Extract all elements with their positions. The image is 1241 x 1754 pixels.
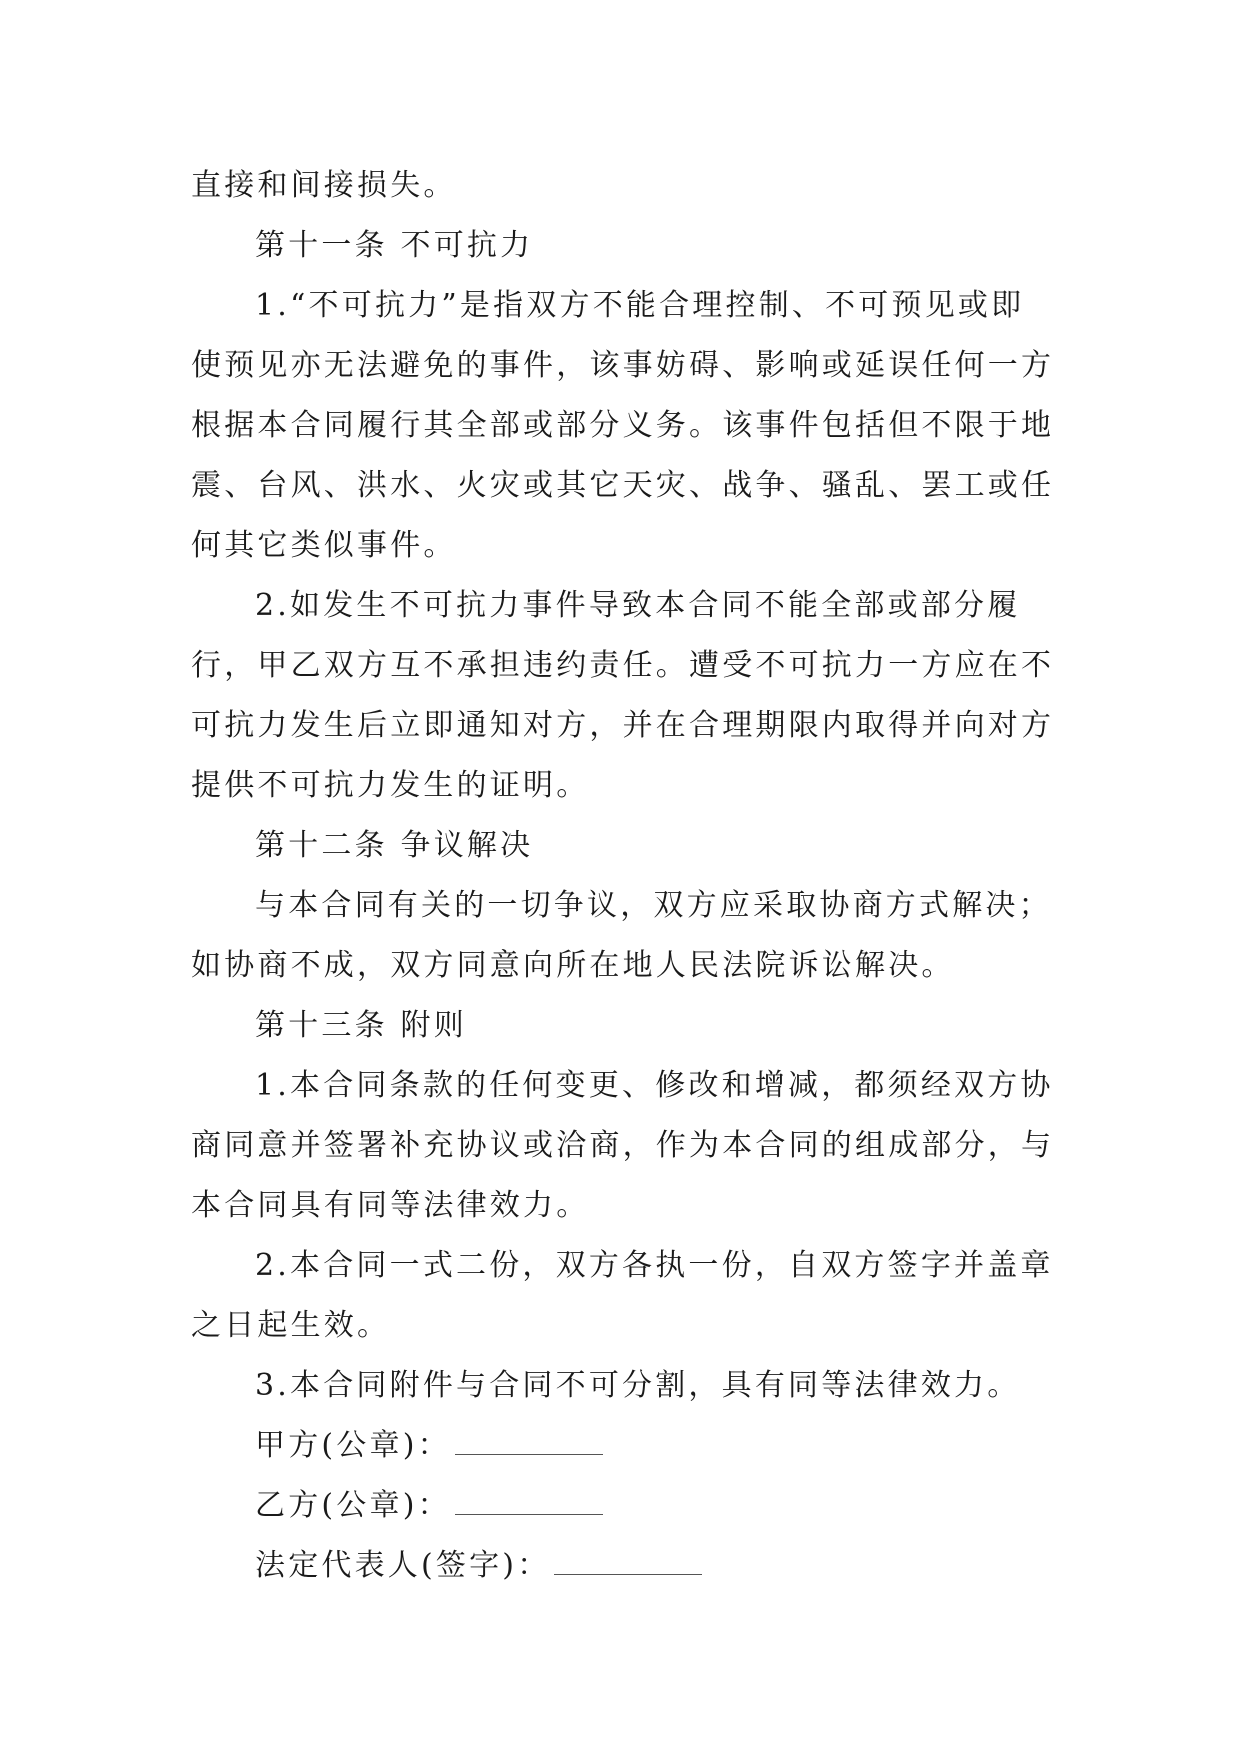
paragraph-line: 使预见亦无法避免的事件，该事妨碍、影响或延误任何一方 <box>191 348 1055 383</box>
paragraph-line: 震、台风、洪水、火灾或其它天灾、战争、骚乱、罢工或任 <box>191 468 1055 503</box>
party-b-label: 乙方(公章)： <box>255 1488 451 1523</box>
paragraph-line: 何其它类似事件。 <box>191 528 457 563</box>
party-a-signature-row <box>191 1416 1052 1476</box>
article-12-heading: 第十二条 争议解决 <box>255 828 534 863</box>
paragraph-line: 根据本合同履行其全部或部分义务。该事件包括但不限于地 <box>191 408 1055 443</box>
paragraph-line: 可抗力发生后立即通知对方，并在合理期限内取得并向对方 <box>191 708 1055 743</box>
paragraph-line: 2.本合同一式二份，双方各执一份，自双方签字并盖章 <box>255 1248 1054 1283</box>
paragraph-line: 提供不可抗力发生的证明。 <box>191 768 590 803</box>
article-11-heading: 第十一条 不可抗力 <box>255 228 534 263</box>
article-13-heading: 第十三条 附则 <box>255 1008 467 1043</box>
paragraph-line: 之日起生效。 <box>191 1308 391 1343</box>
paragraph-line: 商同意并签署补充协议或洽商，作为本合同的组成部分，与 <box>191 1128 1055 1163</box>
legal-rep-label: 法定代表人(签字)： <box>255 1548 551 1583</box>
paragraph-line: 与本合同有关的一切争议，双方应采取协商方式解决； <box>255 888 1052 923</box>
party-a-signature-blank[interactable] <box>455 1430 603 1455</box>
paragraph-line: 行，甲乙双方互不承担违约责任。遭受不可抗力一方应在不 <box>191 648 1055 683</box>
party-a-label: 甲方(公章)： <box>255 1428 451 1463</box>
paragraph-line: 1.本合同条款的任何变更、修改和增减，都须经双方协 <box>255 1068 1054 1103</box>
party-b-signature-row <box>191 1476 1052 1536</box>
paragraph-line: 本合同具有同等法律效力。 <box>191 1188 590 1223</box>
legal-rep-signature-blank[interactable] <box>554 1550 702 1575</box>
contract-body <box>191 156 1055 1596</box>
legal-rep-signature-row <box>191 1536 1052 1596</box>
paragraph-line: 1.“不可抗力”是指双方不能合理控制、不可预见或即 <box>255 288 1025 323</box>
paragraph-line: 2.如发生不可抗力事件导致本合同不能全部或部分履 <box>255 588 1021 623</box>
paragraph-line: 如协商不成，双方同意向所在地人民法院诉讼解决。 <box>191 948 955 983</box>
party-b-signature-blank[interactable] <box>455 1490 603 1515</box>
paragraph-line: 3.本合同附件与合同不可分割，具有同等法律效力。 <box>255 1368 1021 1403</box>
paragraph-line: 直接和间接损失。 <box>191 168 457 203</box>
